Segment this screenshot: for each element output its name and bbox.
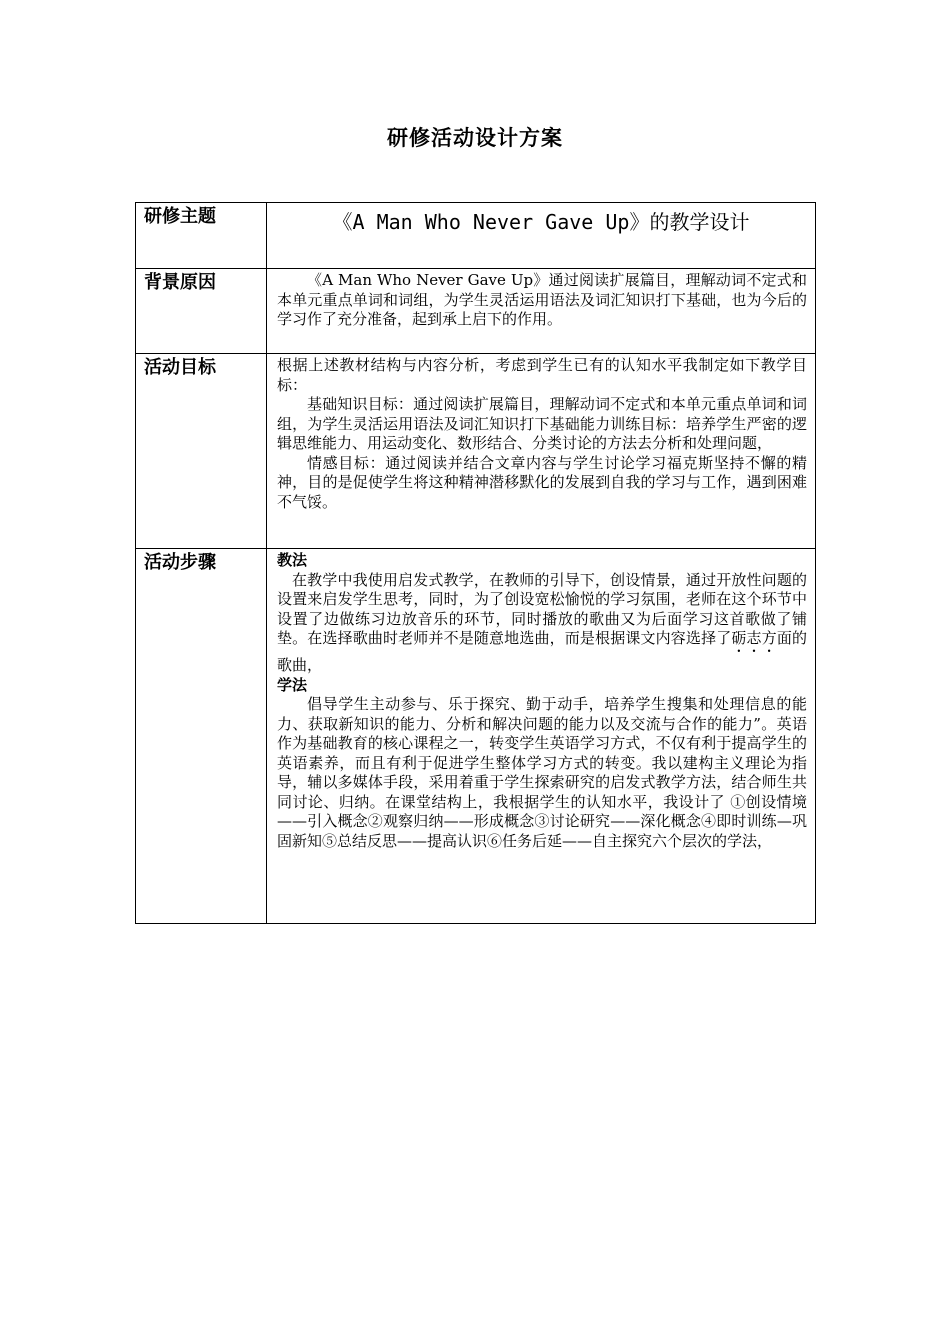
learning-text: 倡导学生主动参与、乐于探究、勤于动手，培养学生搜集和处理信息的能力、获取新知识的能力、分析和解决问题的能力以及交流与合作的能力”。英语作为基础教育的核心课程之一，转变学生英语学习方式，不仅有利于提高学生的英语素养，而且有利于促进学生整体学习方式的转变。我以建构主义理论为指导，辅以多媒体手段，采用着重于学生探索研究的启发式教学方法，结合师生共同讨论、归纳。在课堂结构上，我根据学生的认知水平，我设计了 ①创设情境——引入概念②观察归纳——形成概念③讨论研究——深化概念④即时训练—巩固新知⑤总结反思——提高认识⑥任务后延——自主探究六个层次的学法， (277, 695, 807, 850)
goals-cell (267, 354, 816, 549)
document-title: 研修活动设计方案 (387, 126, 563, 150)
goals-emotion: 情感目标：通过阅读并结合文章内容与学生讨论学习福克斯坚持不懈的精神，目的是促使学生将这种精神潜移默化的发展到自我的学习与工作，遇到困难不气馁。 (277, 453, 807, 511)
table-row-topic (136, 203, 816, 269)
table-row-background (136, 269, 816, 354)
goals-label: 活动目标 (136, 354, 267, 549)
topic-label: 研修主题 (136, 203, 267, 269)
teaching-text (277, 571, 807, 676)
table-row-goals (136, 354, 816, 549)
topic-value: 《A Man Who Never Gave Up》的教学设计 (267, 203, 816, 269)
learning-heading: 学法 (277, 675, 308, 694)
background-label: 背景原因 (136, 269, 267, 354)
plan-table (135, 202, 816, 924)
teaching-text-b: 面的歌曲， (277, 629, 807, 674)
steps-label: 活动步骤 (136, 549, 267, 924)
teaching-heading: 教法 (277, 551, 308, 569)
goals-knowledge: 基础知识目标：通过阅读扩展篇目，理解动词不定式和本单元重点单词和词组，为学生灵活运用语法及词汇知识打下基础能力训练目标：培养学生严密的逻辑思维能力、用运动变化、数形结合、分类讨论的方法去分析和处理问题， (277, 395, 807, 452)
background-cell (267, 269, 816, 354)
background-text: 《A Man Who Never Gave Up》通过阅读扩展篇目，理解动词不定式和本单元重点单词和词组，为学生灵活运用语法及词汇知识打下基础，也为今后的学习作了充分准备，起到承上启下的作用。 (277, 271, 807, 328)
steps-cell (267, 549, 816, 924)
goals-intro: 根据上述教材结构与内容分析，考虑到学生已有的认知水平我制定如下教学目标： (277, 356, 807, 394)
teaching-text-a: 在教学中我使用启发式教学，在教师的引导下，创设情景，通过开放性问题的设置来启发学生思考，同时，为了创设宽松愉悦的学习氛围，老师在这个环节中设置了边做练习边放音乐的环节，同时播放的歌曲又为后面学习这首歌做了铺垫。在选择歌曲时老师并不是随意地选曲，而是根据课文内容选择了 (277, 570, 807, 647)
teaching-text-emphasis: 砺志方 (731, 629, 777, 647)
table-row-steps (136, 549, 816, 924)
